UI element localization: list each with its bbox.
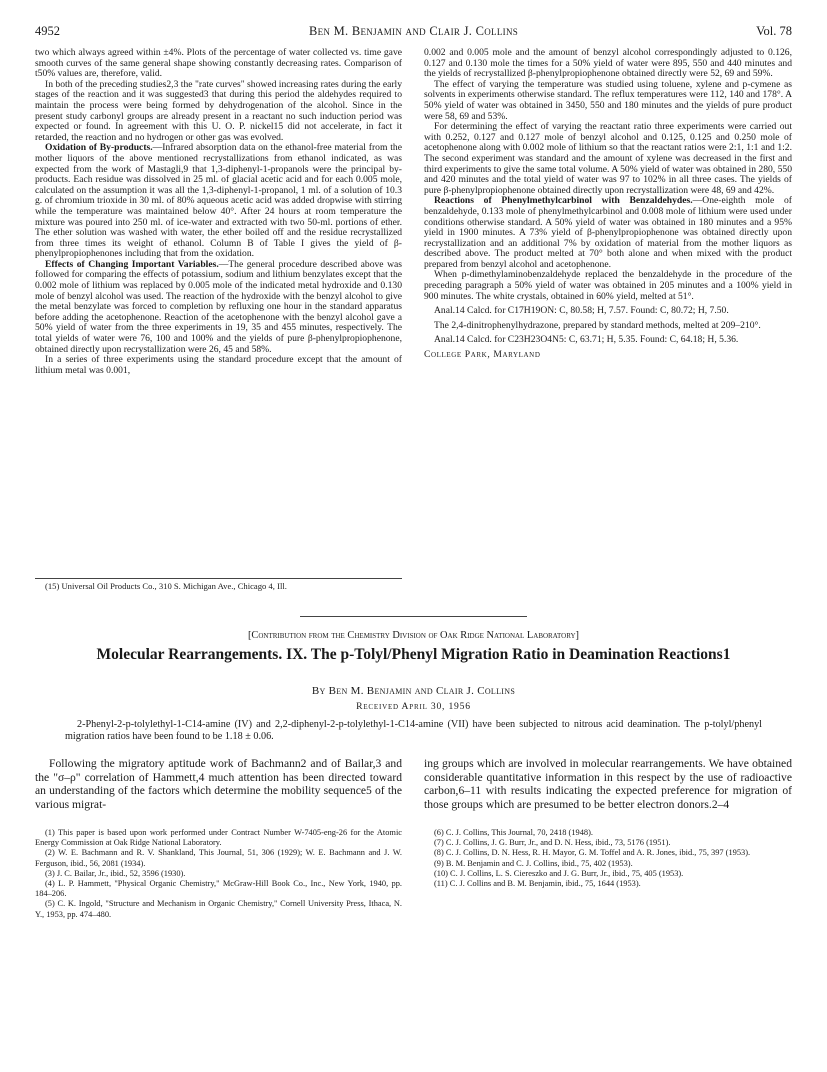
paragraph-text: —The general procedure described above was followed for comparing the effects of potassium, sodium and lithium benzylates except that the 0.002 mole of lithium was replaced by 0.005 mole of the indicated metal hydroxide and 0.130 mole of benzyl alcohol was used. The reaction of the hydroxide with the benzyl alcohol to give the metal benzylate was forced to completion by refluxing one hour in the standard apparatus before adding the acetophenone. Reaction of the acetophenone with the benzyl alcohol gave a 50% yield of water from the three experiments in 19, 35 and 455 minutes, respectively. The total yields of water were 76, 100 and 100% and the yields of pure β-phenylpropiophenone, obtained directly upon recrystallization were 26, 45 and 58%. [35, 258, 402, 355]
paragraph [35, 143, 402, 260]
abstract-text: 2-Phenyl-2-p-tolylethyl-1-C14-amine (IV) and 2,2-diphenyl-2-p-tolylethyl-1-C14-amine (VII) have been subjected to nitrous acid deamination. The p-tolyl/phenyl migration ratios have been found to be 1.18 ± 0.06. [65, 719, 762, 742]
footnote: (9) B. M. Benjamin and C. J. Collins, ibid., 75, 402 (1953). [434, 858, 633, 868]
footnote: (15) Universal Oil Products Co., 310 S. Michigan Ave., Chicago 4, Ill. [45, 581, 287, 591]
body-right [424, 757, 792, 811]
paragraph: When p-dimethylaminobenzaldehyde replaced the benzaldehyde in the procedure of the preceding paragraph a 50% yield of water was obtained in 205 minutes and a 100% yield in 900 minutes. The white crystals, obtained in 60% yield, melted at 51°. [424, 269, 792, 302]
section-heading: Effects of Changing Important Variables. [45, 258, 219, 270]
footnote: (11) C. J. Collins and B. M. Benjamin, ibid., 75, 1644 (1953). [434, 879, 641, 889]
paragraph: In a series of three experiments using the standard procedure except that the amount of lithium metal was 0.001, [35, 354, 402, 376]
page-number: 4952 [35, 24, 60, 38]
paragraph [424, 196, 792, 270]
paragraph-text: —One-eighth mole of benzaldehyde, 0.133 mole of phenylmethylcarbinol and 0.008 mole of lithium were used under conditions otherwise standard. A 50% yield of water was obtained in 180 minutes and a 95% yield in 1900 minutes. A 73% yield of β-phenylpropiophenone was obtained directly upon recrystallization and an additional 7% by oxidation of material from the mother liquors as described above. The product melted at 70° both alone and when mixed with the product prepared from benzyl alcohol and acetophenone. [424, 195, 792, 270]
paragraph: two which always agreed within ±4%. Plots of the percentage of water collected vs. time gave smooth curves of the same general shape showing constantly decreasing rates. Comparison of t50% values are, therefore, valid. [35, 47, 402, 80]
footnote: (2) W. E. Bachmann and R. V. Shankland, This Journal, 51, 306 (1929); W. E. Bachmann and J. W. Ferguson, ibid., 56, 2081 (1934). [35, 848, 402, 868]
contribution-line: [Contribution from the Chemistry Division of Oak Ridge National Laboratory] [247, 630, 580, 641]
left-column [35, 48, 402, 376]
paragraph: Following the migratory aptitude work of Bachmann2 and of Bailar,3 and the "σ–ρ" correlation of Hammett,4 much attention has been directed toward an understanding of the factors which determine the mobility sequence5 of the various migrat- [35, 757, 402, 811]
footnote: (6) C. J. Collins, This Journal, 70, 2418 (1948). [434, 828, 593, 837]
paragraph-text: —Infrared absorption data on the ethanol-free material from the mother liquors of the above mentioned recrystallizations from ethanol indicated, as was expected from the work of Mastagli,9 that 1,3-diphenyl-1-propanols were the principal by-products. Each residue was dissolved in 25 ml. of glacial acetic acid and for each 0.005 mole, calculated on the assumption it was all the 1,3-diphenyl-1-propanol, 1 ml. of a solution of 10.3 g. of chromium trioxide in 30 ml. of 80% aqueous acetic acid was added dropwise with stirring while the temperature was maintained below 40°. After 24 hours at room temperature the mixture was poured into 250 ml. of ice-water and extracted with two 50-ml. portions of ether. The ether solution was washed with water, the ether boiled off and the residue recrystallized from three times its weight of ethanol. Column B of Table I gives the yield of β-phenylpropiophenones including that from the oxidation. [35, 142, 402, 260]
header-volume: Vol. 78 [756, 24, 792, 38]
footnote: (5) C. K. Ingold, "Structure and Mechanism in Organic Chemistry," Cornell University Press, Ithaca, N. Y., 1953, pp. 474–480. [35, 899, 402, 919]
abstract [65, 719, 762, 742]
footnote: (10) C. J. Collins, L. S. Ciereszko and J. G. Burr, Jr., ibid., 75, 405 (1953). [434, 868, 684, 878]
body-left [35, 757, 402, 811]
paragraph: The effect of varying the temperature was studied using toluene, xylene and p-cymene as solvents in experiments otherwise standard. The reflux temperatures were 112, 140 and 178°. A 50% yield of water was obtained in 3450, 550 and 180 minutes and the yields of pure product were 58, 69 and 53%. [424, 78, 792, 122]
paragraph: The 2,4-dinitrophenylhydrazone, prepared by standard methods, melted at 209–210°. [434, 319, 761, 331]
section-heading: Oxidation of By-products. [45, 142, 153, 154]
footnotes-right [424, 828, 792, 889]
footnote: (8) C. J. Collins, D. N. Hess, R. H. Mayor, G. M. Toffel and A. R. Jones, ibid., 75, 397 (1953). [434, 848, 751, 858]
left-footnote [35, 582, 402, 592]
header-authors: Ben M. Benjamin and Clair J. Collins [308, 24, 519, 38]
footnote: (1) This paper is based upon work performed under Contract Number W-7405-eng-26 for the Atomic Energy Commission at Oak Ridge National Laboratory. [35, 828, 402, 848]
paragraph: In both of the preceding studies2,3 the "rate curves" showed increasing rates during the early stages of the reaction and it was suggested3 that during this period the aldehydes required to maintain the process were being formed by dehydrogenation of the alcohol. Since in the present study carbonyl groups are already present in a reactant no such induction period was expected or found. In agreement with this U. O. P. nickel15 did not accelerate, in fact it retarded, the reaction and no hydrogen or other gas was evolved. [35, 78, 402, 143]
paragraph: 0.002 and 0.005 mole and the amount of benzyl alcohol correspondingly adjusted to 0.126, 0.127 and 0.130 mole the times for a 50% yield of water were 895, 550 and 440 minutes and the yields of recrystallized β-phenylpropiophenone obtained directly were 52, 69 and 59%. [424, 47, 792, 80]
analysis: Anal.14 Calcd. for C17H19ON: C, 80.58; H, 7.57. Found: C, 80.72; H, 7.50. [434, 305, 729, 317]
running-header [35, 24, 792, 38]
article-separator [300, 616, 527, 617]
analysis: Anal.14 Calcd. for C23H23O4N5: C, 63.71; H, 5.35. Found: C, 64.18; H, 5.36. [434, 334, 739, 346]
section-heading: Reactions of Phenylmethylcarbinol with Benzaldehydes. [434, 195, 693, 207]
footnote-divider [35, 578, 402, 579]
paragraph: For determining the effect of varying the reactant ratio three experiments were carried out with 0.252, 0.127 and 0.127 mole of benzyl alcohol and 0.125, 0.125 and 0.250 mole of acetophenone along with 0.002 mole of lithium so that the reactant ratios were 2:1, 1:1 and 1:2. The second experiment was standard and the amount of xylene was decreased in the first and third experiments to give the same total volume. A 50% yield of water was obtained in 280, 550 and 420 minutes and the total yield of water was 97 to 102% in all three cases. The yields of pure β-phenylpropiophenone obtained directly upon recrystallization were 48, 69 and 42%. [424, 121, 792, 196]
received-date: Received April 30, 1956 [356, 701, 471, 712]
byline: By Ben M. Benjamin and Clair J. Collins [311, 685, 516, 697]
right-column [424, 48, 792, 361]
footnote: (3) J. C. Bailar, Jr., ibid., 52, 3596 (1930). [45, 868, 186, 878]
article-title: Molecular Rearrangements. IX. The p-Tolyl/Phenyl Migration Ratio in Deamination Reactions1 [96, 646, 731, 663]
affiliation: College Park, Maryland [424, 349, 541, 361]
footnotes-left [35, 828, 402, 920]
footnote: (7) C. J. Collins, J. G. Burr, Jr., and D. N. Hess, ibid., 73, 5176 (1951). [434, 838, 671, 848]
paragraph: ing groups which are involved in molecular rearrangements. We have obtained considerable quantitative information in this respect by the use of radioactive carbon,6–11 with results indicating the expected preference for migration of those groups which are presumed to be better electron donors.2–4 [424, 757, 792, 811]
paragraph [35, 260, 402, 355]
footnote: (4) L. P. Hammett, "Physical Organic Chemistry," McGraw-Hill Book Co., Inc., New York, 1940, pp. 184–206. [35, 879, 402, 899]
